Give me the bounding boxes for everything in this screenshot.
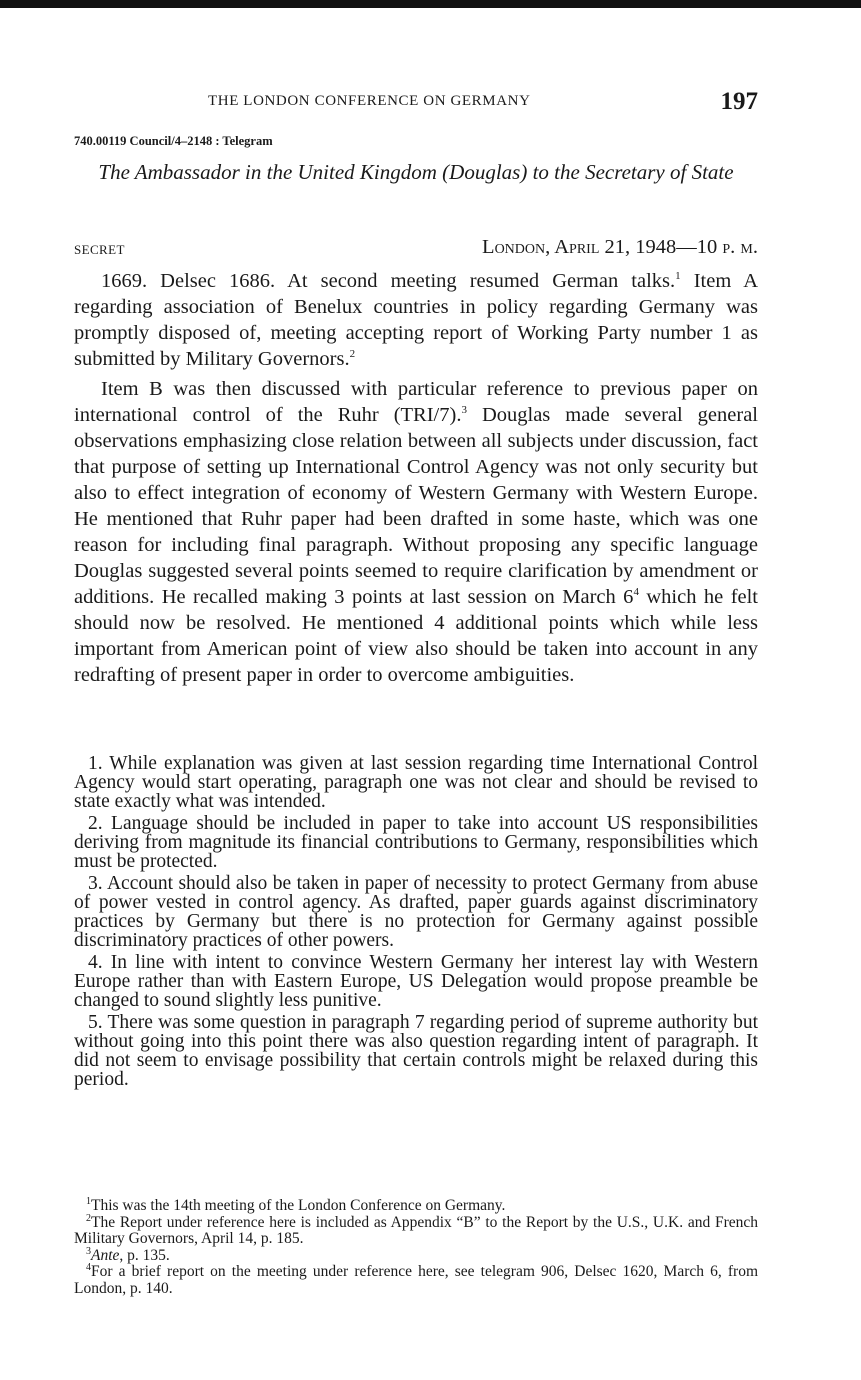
body-paragraph (74, 376, 758, 688)
footnote-number: 4 (86, 1261, 91, 1273)
page-top-border (0, 0, 861, 8)
file-reference: 740.00119 Council/4–2148 : Telegram (74, 134, 273, 148)
footnote-ref: 4 (633, 586, 639, 599)
paragraph-text: Item A regarding association of Benelux countries in policy regarding Germany was promptly disposed of, meeting accepting report of Working Party number 1 as submitted by Military Governors. (74, 270, 758, 370)
footnote (74, 1245, 758, 1265)
numbered-points (74, 754, 758, 1089)
footnote (74, 1212, 758, 1248)
numbered-point: 3. Account should also be taken in paper of necessity to protect Germany from abuse of power vested in control agency. As drafted, paper guards against discriminatory practices by Germany but there is no protection for Germany against possible discriminatory practices of other powers. (74, 873, 758, 951)
footnote-number: 3 (86, 1245, 91, 1257)
numbered-point: 1. While explanation was given at last session regarding time International Control Agency would start operating, paragraph one was not clear and should be revised to state exactly what was intended. (74, 753, 758, 812)
footnote-italic: Ante (91, 1246, 120, 1264)
telegram-body (74, 268, 758, 688)
footnote-ref: 2 (349, 348, 356, 361)
classification-label: SECRET (74, 242, 125, 257)
footnote (74, 1261, 758, 1297)
footnote-number: 1 (86, 1195, 91, 1207)
footnote-text: , p. 135. (119, 1246, 170, 1264)
footnote-text: For a brief report on the meeting under reference here, see telegram 906, Delsec 1620, March 6, from London, p. 140. (74, 1263, 758, 1297)
dateline (74, 236, 758, 266)
running-title: THE LONDON CONFERENCE ON GERMANY (208, 93, 531, 109)
paragraph-text: 1669. Delsec 1686. At second meeting resumed German talks. (101, 270, 676, 292)
footnote-text: This was the 14th meeting of the London Conference on Germany. (91, 1197, 506, 1214)
running-head (74, 90, 758, 120)
footnote-number: 2 (86, 1212, 91, 1224)
numbered-point: 4. In line with intent to convince Western Germany her interest lay with Western Europe rather than with Eastern Europe, US Delegation would propose preamble be changed to sound slightly less punitive. (74, 952, 758, 1011)
footnote-text: The Report under reference here is included as Appendix “B” to the Report by the U.S., U.K. and French Military Governors, April 14, p. 185. (74, 1213, 758, 1247)
paragraph-text: Item B was then discussed with particular reference to previous paper on international control of the Ruhr (TRI/7). (74, 378, 758, 426)
date: , April 21, 1948—10 p. m. (545, 236, 758, 258)
footnote (74, 1195, 758, 1215)
document-title: The Ambassador in the United Kingdom (Douglas) to the Secretary of State (98, 160, 734, 184)
footnote-ref: 1 (675, 270, 681, 283)
place: London (482, 236, 546, 258)
numbered-point: 5. There was some question in paragraph 7 regarding period of supreme authority but without going into this point there was also question regarding intent of paragraph. It did not seem to envisage possibility that certain controls might be relaxed during this period. (74, 1012, 758, 1090)
footnote-ref: 3 (461, 404, 467, 417)
place-date (482, 236, 758, 259)
numbered-point: 2. Language should be included in paper to take into account US responsibilities deriving from magnitude its financial contributions to Germany, responsibilities which must be protected. (74, 813, 758, 872)
body-paragraph (74, 268, 758, 372)
paragraph-text: which he felt should now be resolved. He mentioned 4 additional points which while less important from American point of view also should be taken into account in any redrafting of present paper in order to overcome ambiguities. (74, 586, 759, 686)
footnotes (74, 1195, 758, 1297)
page-number: 197 (720, 88, 758, 115)
paragraph-text: Douglas made several general observations emphasizing close relation between all subjects under discussion, fact that purpose of setting up International Control Agency was not only security but also to effect integration of economy of Western Germany with Western Europe. He mentioned that Ruhr paper had been drafted in some haste, which was one reason for including final paragraph. Without proposing any specific language Douglas suggested several points seemed to require clarification by amendment or additions. He recalled making 3 points at last session on March 6 (74, 404, 758, 608)
